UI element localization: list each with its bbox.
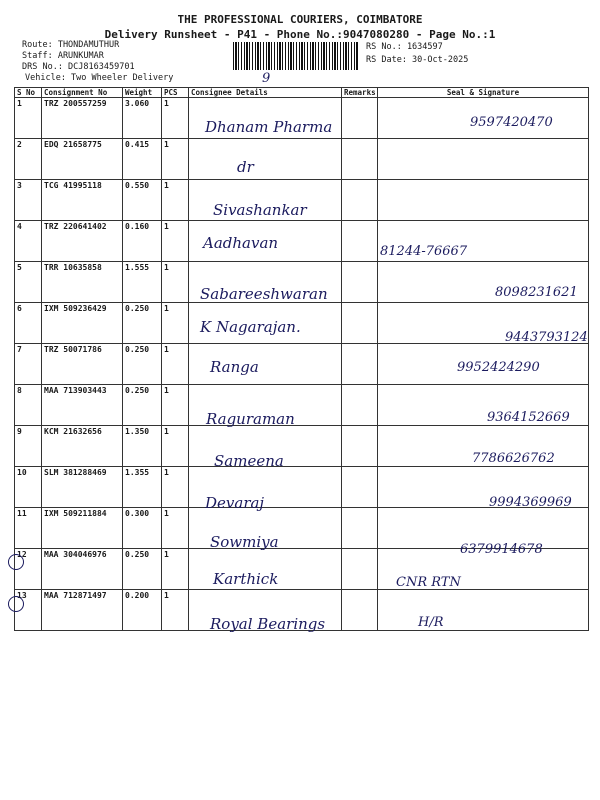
consignment-cell: MAA 712871497 xyxy=(42,590,123,631)
col-remarks: Remarks xyxy=(342,88,378,98)
col-signature: Seal & Signature xyxy=(378,88,589,98)
company-title: THE PROFESSIONAL COURIERS, COIMBATORE xyxy=(177,13,423,26)
handwritten-signature: 9994369969 xyxy=(489,495,572,510)
handwritten-consignee: Sabareeshwaran xyxy=(200,285,328,303)
col-pcs: PCS xyxy=(162,88,189,98)
handwritten-consignee: K Nagarajan. xyxy=(200,318,301,336)
consignment-cell: SLM 381288469 xyxy=(42,467,123,508)
pcs-cell: 1 xyxy=(162,508,189,549)
rs-date: RS Date: 30-Oct-2025 xyxy=(366,55,469,65)
remarks-cell xyxy=(342,262,378,303)
weight-cell: 0.250 xyxy=(123,303,162,344)
handwritten-page-mark: 9 xyxy=(262,71,271,86)
pcs-cell: 1 xyxy=(162,385,189,426)
weight-cell: 1.355 xyxy=(123,467,162,508)
remarks-cell xyxy=(342,221,378,262)
signature-cell xyxy=(378,139,589,180)
weight-cell: 0.250 xyxy=(123,344,162,385)
weight-cell: 0.250 xyxy=(123,385,162,426)
handwritten-consignee: Raguraman xyxy=(206,410,295,428)
consignment-cell: EDQ 21658775 xyxy=(42,139,123,180)
weight-cell: 1.555 xyxy=(123,262,162,303)
col-consignee: Consignee Details xyxy=(189,88,342,98)
consignment-cell: TRZ 200557259 xyxy=(42,98,123,139)
barcode xyxy=(233,42,359,70)
serial-circle-mark xyxy=(8,554,24,570)
consignment-cell: MAA 713903443 xyxy=(42,385,123,426)
col-weight: Weight xyxy=(123,88,162,98)
sno-cell: 2 xyxy=(15,139,42,180)
sno-cell: 10 xyxy=(15,467,42,508)
consignee-cell xyxy=(189,139,342,180)
sno-cell: 9 xyxy=(15,426,42,467)
rs-number: RS No.: 1634597 xyxy=(366,42,443,52)
handwritten-consignee: Sowmiya xyxy=(210,533,279,551)
sno-cell: 5 xyxy=(15,262,42,303)
pcs-cell: 1 xyxy=(162,344,189,385)
handwritten-consignee: Dhanam Pharma xyxy=(205,118,333,136)
runsheet-subtitle: Delivery Runsheet - P41 - Phone No.:9047080280 - Page No.:1 xyxy=(104,28,496,41)
handwritten-signature: 9443793124 xyxy=(505,330,588,345)
pcs-cell: 1 xyxy=(162,467,189,508)
remarks-cell xyxy=(342,98,378,139)
remarks-cell xyxy=(342,508,378,549)
signature-cell xyxy=(378,180,589,221)
consignment-cell: KCM 21632656 xyxy=(42,426,123,467)
consignment-cell: TRZ 220641402 xyxy=(42,221,123,262)
col-sno: S No xyxy=(15,88,42,98)
vehicle-label: Vehicle: Two Wheeler Delivery xyxy=(25,73,174,83)
pcs-cell: 1 xyxy=(162,221,189,262)
weight-cell: 0.250 xyxy=(123,549,162,590)
remarks-cell xyxy=(342,549,378,590)
remarks-cell xyxy=(342,180,378,221)
table-header-row xyxy=(15,88,589,98)
weight-cell: 0.415 xyxy=(123,139,162,180)
sno-cell: 6 xyxy=(15,303,42,344)
pcs-cell: 1 xyxy=(162,139,189,180)
drs-label: DRS No.: DCJ8163459701 xyxy=(22,62,135,72)
consignment-cell: TRZ 50071786 xyxy=(42,344,123,385)
sno-cell: 1 xyxy=(15,98,42,139)
consignment-cell: TRR 10635858 xyxy=(42,262,123,303)
handwritten-signature: 9952424290 xyxy=(457,360,540,375)
pcs-cell: 1 xyxy=(162,262,189,303)
handwritten-signature: H/R xyxy=(418,615,444,630)
handwritten-consignee: Karthick xyxy=(213,570,279,588)
consignment-cell: IXM 509236429 xyxy=(42,303,123,344)
route-label: Route: THONDAMUTHUR xyxy=(22,40,120,50)
handwritten-consignee: Sameena xyxy=(214,452,284,470)
handwritten-consignee: Ranga xyxy=(210,358,259,376)
handwritten-consignee: Royal Bearings xyxy=(210,615,326,633)
consignment-cell: TCG 41995118 xyxy=(42,180,123,221)
pcs-cell: 1 xyxy=(162,98,189,139)
pcs-cell: 1 xyxy=(162,549,189,590)
table-row xyxy=(15,139,589,180)
handwritten-consignee: Sivashankar xyxy=(213,201,307,219)
sno-cell: 3 xyxy=(15,180,42,221)
handwritten-signature: 9597420470 xyxy=(470,115,553,130)
sno-cell: 13 xyxy=(15,590,42,631)
handwritten-signature: 81244-76667 xyxy=(380,244,468,259)
table-row xyxy=(15,303,589,344)
serial-circle-mark xyxy=(8,596,24,612)
weight-cell: 1.350 xyxy=(123,426,162,467)
remarks-cell xyxy=(342,590,378,631)
weight-cell: 0.550 xyxy=(123,180,162,221)
pcs-cell: 1 xyxy=(162,426,189,467)
signature-cell xyxy=(378,590,589,631)
handwritten-signature: CNR RTN xyxy=(396,575,461,590)
handwritten-consignee: dr xyxy=(237,158,254,176)
handwritten-signature: 9364152669 xyxy=(487,410,570,425)
handwritten-consignee: Devaraj xyxy=(205,494,265,512)
handwritten-signature: 8098231621 xyxy=(495,285,578,300)
pcs-cell: 1 xyxy=(162,303,189,344)
remarks-cell xyxy=(342,467,378,508)
remarks-cell xyxy=(342,385,378,426)
sno-cell: 4 xyxy=(15,221,42,262)
pcs-cell: 1 xyxy=(162,180,189,221)
pcs-cell: 1 xyxy=(162,590,189,631)
weight-cell: 3.060 xyxy=(123,98,162,139)
sno-cell: 7 xyxy=(15,344,42,385)
weight-cell: 0.200 xyxy=(123,590,162,631)
weight-cell: 0.300 xyxy=(123,508,162,549)
sno-cell: 8 xyxy=(15,385,42,426)
remarks-cell xyxy=(342,426,378,467)
handwritten-consignee: Aadhavan xyxy=(203,234,279,252)
table-row xyxy=(15,221,589,262)
consignment-cell: MAA 304046976 xyxy=(42,549,123,590)
remarks-cell xyxy=(342,303,378,344)
sno-cell: 11 xyxy=(15,508,42,549)
staff-label: Staff: ARUNKUMAR xyxy=(22,51,104,61)
consignment-cell: IXM 509211884 xyxy=(42,508,123,549)
handwritten-signature: 7786626762 xyxy=(472,451,555,466)
remarks-cell xyxy=(342,344,378,385)
handwritten-signature: 6379914678 xyxy=(460,542,543,557)
remarks-cell xyxy=(342,139,378,180)
weight-cell: 0.160 xyxy=(123,221,162,262)
col-consignment: Consignment No xyxy=(42,88,123,98)
sno-cell: 12 xyxy=(15,549,42,590)
